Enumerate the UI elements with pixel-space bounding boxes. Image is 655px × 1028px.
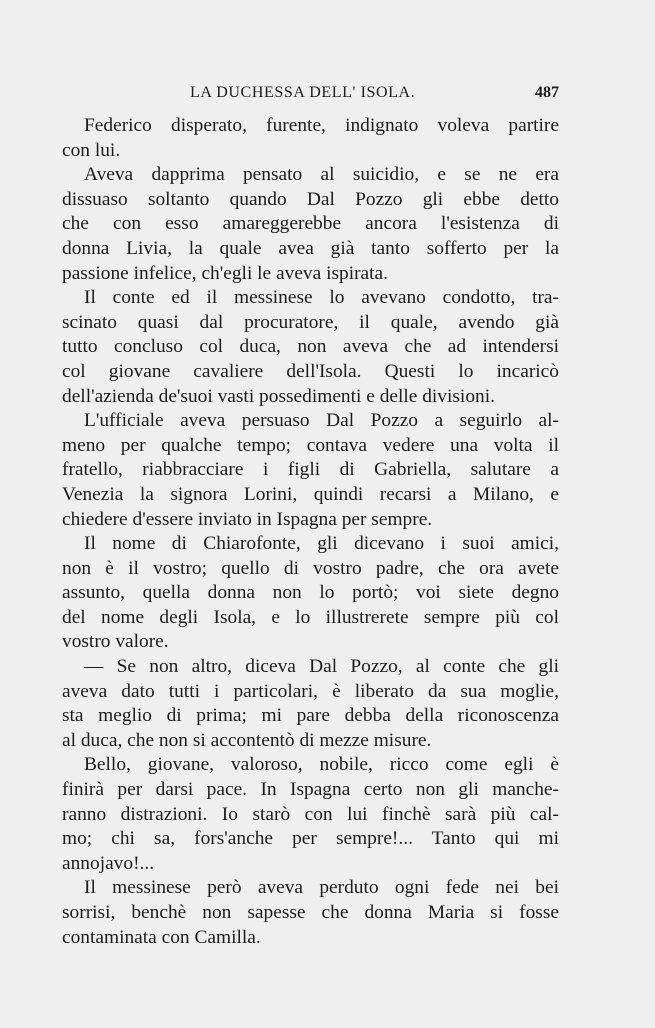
text-line: tutto concluso col duca, non aveva che ad intendersi bbox=[62, 336, 559, 358]
paragraph bbox=[62, 286, 559, 409]
text-line: che con esso amareggerebbe ancora l'esistenza di bbox=[62, 213, 559, 235]
text-line: — Se non altro, diceva Dal Pozzo, al conte che gli bbox=[84, 656, 559, 678]
text-line: vostro valore. bbox=[62, 631, 169, 653]
text-line: Il conte ed il messinese lo avevano condotto, tra- bbox=[84, 287, 559, 309]
paragraph bbox=[62, 876, 559, 950]
text-line: meno per qualche tempo; contava vedere una volta il bbox=[62, 434, 559, 456]
running-title: LA DUCHESSA DELL' ISOLA. bbox=[190, 84, 416, 101]
text-line: scinato quasi dal procuratore, il quale, avendo già bbox=[62, 311, 559, 333]
text-line: non è il vostro; quello di vostro padre, che ora avete bbox=[62, 557, 559, 579]
text-line: assunto, quella donna non lo portò; voi siete degno bbox=[62, 582, 559, 604]
page-number: 487 bbox=[535, 84, 559, 101]
text-line: dissuaso soltanto quando Dal Pozzo gli ebbe detto bbox=[62, 188, 559, 210]
text-line: Federico disperato, furente, indignato voleva partire bbox=[84, 115, 559, 136]
text-line: contaminata con Camilla. bbox=[62, 926, 261, 948]
text-line: sorrisi, benchè non sapesse che donna Maria si fosse bbox=[62, 902, 559, 923]
text-line: dell'azienda de'suoi vasti possedimenti e delle divisioni. bbox=[62, 385, 495, 407]
text-line: chiedere d'essere inviato in Ispagna per sempre. bbox=[62, 508, 433, 530]
body-text bbox=[62, 114, 559, 950]
text-line: Venezia la signora Lorini, quindi recarsi a Milano, e bbox=[62, 483, 559, 505]
paragraph bbox=[62, 409, 559, 532]
paragraph bbox=[62, 753, 559, 876]
paragraph bbox=[62, 532, 559, 655]
text-line: Il nome di Chiarofonte, gli dicevano i suoi amici, bbox=[84, 533, 559, 555]
text-line: aveva dato tutti i particolari, è liberato da sua moglie, bbox=[62, 680, 559, 702]
text-line: del nome degli Isola, e lo illustrerete sempre più col bbox=[62, 606, 559, 628]
text-line: L'ufficiale aveva persuaso Dal Pozzo a seguirlo al- bbox=[84, 410, 559, 432]
text-line: con lui. bbox=[62, 139, 121, 161]
text-line: Aveva dapprima pensato al suicidio, e se ne era bbox=[84, 164, 559, 186]
text-line: annojavo!... bbox=[62, 852, 155, 874]
text-line: passione infelice, ch'egli le aveva ispirata. bbox=[62, 262, 388, 284]
text-line: ranno distrazioni. Io starò con lui finchè sarà più cal- bbox=[62, 803, 559, 825]
text-line: donna Livia, la quale avea già tanto sofferto per la bbox=[62, 237, 559, 259]
text-line: fratello, riabbracciare i figli di Gabriella, salutare a bbox=[62, 459, 559, 481]
paragraph bbox=[62, 655, 559, 753]
page-header bbox=[62, 84, 559, 104]
paragraph bbox=[62, 114, 559, 163]
text-line: al duca, che non si accontentò di mezze misure. bbox=[62, 729, 432, 751]
text-line: mo; chi sa, fors'anche per sempre!... Tanto qui mi bbox=[62, 828, 559, 850]
text-line: Bello, giovane, valoroso, nobile, ricco come egli è bbox=[84, 754, 559, 776]
text-line: finirà per darsi pace. In Ispagna certo non gli manche- bbox=[62, 779, 559, 801]
paragraph bbox=[62, 163, 559, 286]
text-line: Il messinese però aveva perduto ogni fede nei bei bbox=[84, 877, 559, 899]
text-line: sta meglio di prima; mi pare debba della riconoscenza bbox=[62, 705, 559, 727]
text-line: col giovane cavaliere dell'Isola. Questi lo incaricò bbox=[62, 360, 559, 382]
